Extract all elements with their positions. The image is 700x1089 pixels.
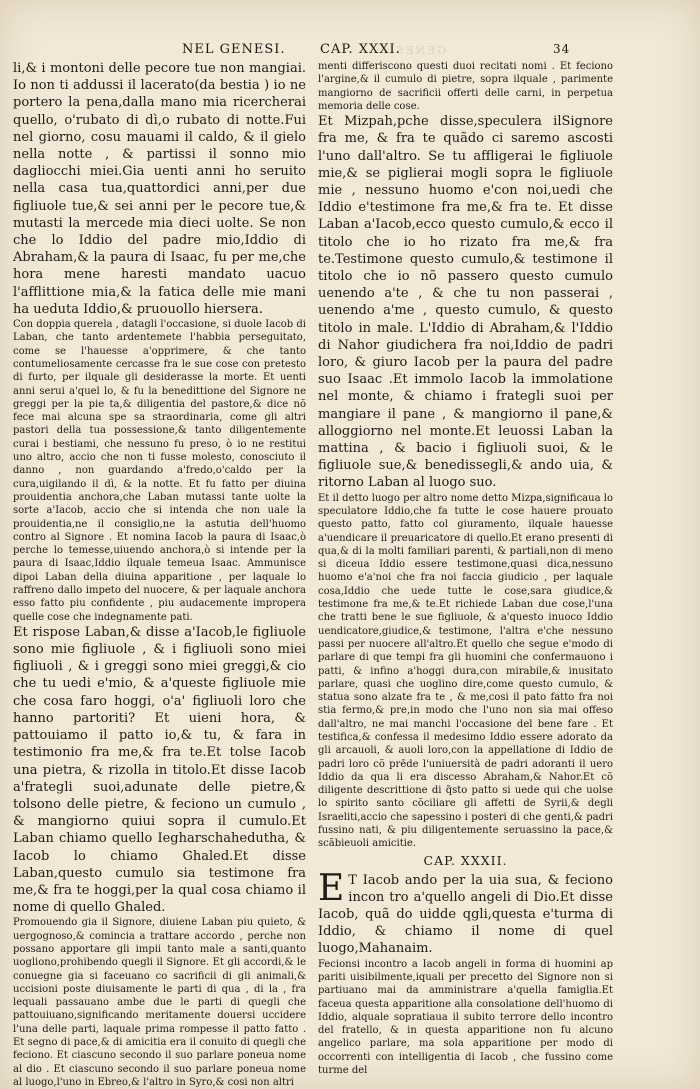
left-column: [13, 60, 306, 1088]
right-column: [318, 60, 613, 1077]
running-head-left: NEL GENESI.: [182, 42, 286, 57]
running-head-chapter: CAP. XXXI.: [320, 42, 401, 57]
folio-number: 34: [553, 42, 571, 56]
scripture-paragraph: Et rispose Laban,& disse a'Iacob,le figliuole sono mie figliuole , & i figliuoli sono miei figliuoli , & i greggi sono miei greggi,& cio che tu uedi e'mio, & a'queste figliuole mie che cosa faro hoggi, o'a' figliuoli loro che hanno partoriti? Et uieni hora, & pattouiamo il patto io,& tu, & fara in testimonio fra me,& fra te.Et tolse Iacob una pietra, & rizolla in titolo.Et disse Iacob a'frategli suoi,adunate delle pietre,& tolsono delle pietre, & feciono un cumulo , & mangiorno quiui sopra il cumulo.Et Laban chiamo quello Iegharschahedutha, & Iacob lo chiamo Ghaled.Et disse Laban,questo cumulo sia testimone fra me,& fra te hoggi,per la qual cosa chiamo il nome di quello Ghaled.: [13, 624, 306, 916]
commentary-paragraph: Con doppia querela , datagli l'occasione, si duole Iacob di Laban, che tanto ardentemete l'habbia perseguitato, come se l'hauesse a'opprimere, & che tanto contumeliosamente cercasse fra le sue cose con pretesto di furto, per ilquale gli desiderasse la morte. Et uenti anni serui a'quel lo, & fu la benedittione del Signore ne greggi per la pie ta,& diligentia del pastore,& dice nõ fece mai alcuna spe sa straordinaria, come gli altri pastori della tua possessione,& tanto diligentemente curai i bestiami, che nessuno fu preso, ò io ne restitui uno altro, accio che non ti fusse molesto, conosciuto il danno , non guardando a'fredo,o'caldo per la cura,uigilando il dì, & la notte. Et fu fatto per diuina prouidentia anchora,che Laban mutassi tante uolte la sorte a'Iacob, accio che si intenda che non uale la prouidentia,ne il consiglio,ne la astutia dell'huomo contro al Signore . Et nomina Iacob la paura di Isaac,ò perche lo temesse,uiuendo anchora,ò si intende per la paura di Isaac,Iddio ilquale temeua Isaac. Ammunisce dipoi Laban della diuina apparitione , per laquale lo raffreno dallo impeto del nuocere, & per laquale anchora esso fatto piu confidente , piu audacemente impropera quelle cose che indegnamente pati.: [13, 319, 306, 623]
commentary-paragraph: menti differiscono questi duoi recitati nomi . Et feciono l'argine,& il cumulo di pietre, sopra ilquale , parimente mangiorno de sacrificii offerti delle carni, in perpetua memoria delle cose.: [318, 61, 613, 112]
commentary-paragraph: Promouendo gia il Signore, diuiene Laban piu quieto, & uergognoso,& comincia a trattare accordo , perche non possano apportare gli impii tanto male a santi,quanto uogliono,prohibendo quegli il Signore. Et gli accordi,& le conuegne gia si faceuano co sacrificii di gli animali,& uccisioni poste diuisamente le parti di qua , di la , fra lequali passauano ambe due le parti di quegli che pattouiuano,significando meritamente douersi uccidere l'una delle parti, laquale prima rompesse il patto fatto . Et segno di pace,& di amicitia era il conuito di quegli che feciono. Et ciascuno secondo il suo parlare poneua nome al dio . Et ciascuno secondo il suo parlare poneua nome al luogo,l'uno in Ebreo,& l'altro in Syro,& cosi non altri: [13, 917, 306, 1088]
commentary-paragraph: Fecionsi incontro a Iacob angeli in forma di huomini ap pariti uisibilmente,iquali per precetto del Signore non si partiuano mai da amministrare a'quella famiglia.Et faceua questa apparitione alla consolatione dell'huomo di Iddio, alquale sopratiaua il subito terrore dello incontro del fratello, & in questa apparitione non fu alcuno angelico parlare, ma sola apparitione per modo di occorrenti con intelligentia di Iacob , che fussino come turme del: [318, 958, 613, 1077]
show-through-text: GENESI.: [382, 44, 446, 57]
chapter-heading: CAP. XXXII.: [423, 852, 508, 868]
chapter-opening-text: T Iacob ando per la uia sua, & feciono incon tro a'quello angeli di Dio.Et disse Iacob, quã do uidde qgli,questa e'turma di Iddio, & chiamo il nome di quel luogo,Mahanaim.: [318, 872, 613, 957]
scripture-paragraph: Et Mizpah,pche disse,speculera ilSignore fra me, & fra te quãdo ci saremo ascosti l'uno dall'altro. Se tu affligerai le figliuole mie,& se piglierai mogli sopra le figliuole mie , nessuno huomo e'con noi,uedi che Iddio e'testimone fra me,& fra te. Et disse Laban a'Iacob,ecco questo cumulo,& ecco il titolo che io ho rizato fra me,& fra te.Testimone questo cumulo,& testimone il titolo che io nõ passero questo cumulo uenendo a'te , & che tu non passerai , uenendo a'me , questo cumulo, & questo titolo in male. L'Iddio di Abraham,& l'Iddio di Nahor giudichera fra noi,Iddio de padri loro, & giuro Iacob per la paura del padre suo Isaac .Et immolo Iacob la immolatione nel monte, & chiamo i frategli suoi per mangiare il pane , & mangiorno il pane,& alloggiorno nel monte.Et leuossi Laban la mattina , & bacio i figliuoli suoi, & le figliuole sue,& benedissegli,& ando uia, & ritorno Laban al luogo suo.: [318, 114, 613, 491]
commentary-paragraph: Et il detto luogo per altro nome detto Mizpa,significaua lo speculatore Iddio,che fa tutte le cose hauere prouato questo patto, fatto col giuramento, ilquale hauesse a'uendicare il preuaricatore di quello.Et erano presenti di qua,& di la molti familiari parenti, & partiali,non di meno si diceua Iddio essere testimone,quasi dica,nessuno huomo e'a'noi che fra noi faccia giudicio , per laquale cosa,Iddio che uede tutte le cose,sara giudice,& testimone fra me,& te.Et richiede Laban due cose,l'una che tratti bene le sue figliuole, & a'questo inuoco Iddio uendicatore,giudice,& testimone, l'altra e'che nessuno passi per nuocere all'altro.Et quello che segue e'modo di parlare di que tempi fra gli huomini che confermauono i patti, & infino a'hoggi dura,con mirabile,& inusitato parlare, quasi che uoglino dire,come questo cumulo, & statua sono alzate fra te , & me,cosi il pato fatto fra noi stia fermo,& pre,in modo che l'uno non sia mai offeso dall'altro, ne mai manchi l'occasione del bene fare . Et testifica,& confessa il medesimo Iddio essere adorato da gli arcauoli, & auoli loro,con la appellatione di Iddio de padri loro cõ prēde l'uniuersità de padri adoranti il uero Iddio da qua li era discesso Abraham,& Nahor.Et cõ diligente descrittione di q̃sto patto si uede qui che uolse lo spirito santo cõciliare gli affetti de Syrii,& degli Israeliti,accio che sapessino i posteri di che genti,& padri fussino nati, & piu diligentemente seruassino la pace,& scãbieuoli amicitie.: [318, 492, 613, 850]
chapter-opening-paragraph: [318, 867, 613, 958]
scripture-paragraph: li,& i montoni delle pecore tue non mangiai. Io non ti addussi il lacerato(da bestia ) io ne portero la pena,dalla mano mia ricercherai quello, o'rubato di dì,o rubato di notte.Fui nel giorno, cosu mauami il caldo, & il gielo nella notte , & partissi il sonno mio dagliocchi miei.Gia uenti anni ho seruito nella casa tua,quattordici anni,per due figliuole tue,& sei anni per le pecore tue,& mutasti la mercede mia dieci uolte. Se non che lo Iddio del padre mio,Iddio di Abraham,& la paura di Isaac, fu per me,che hora mene haresti mandato uacuo l'afflittione mia,& la fatica delle mie mani ha ueduta Iddio,& pruouollo hiersera.: [13, 61, 306, 317]
drop-cap-initial: E: [318, 867, 345, 909]
